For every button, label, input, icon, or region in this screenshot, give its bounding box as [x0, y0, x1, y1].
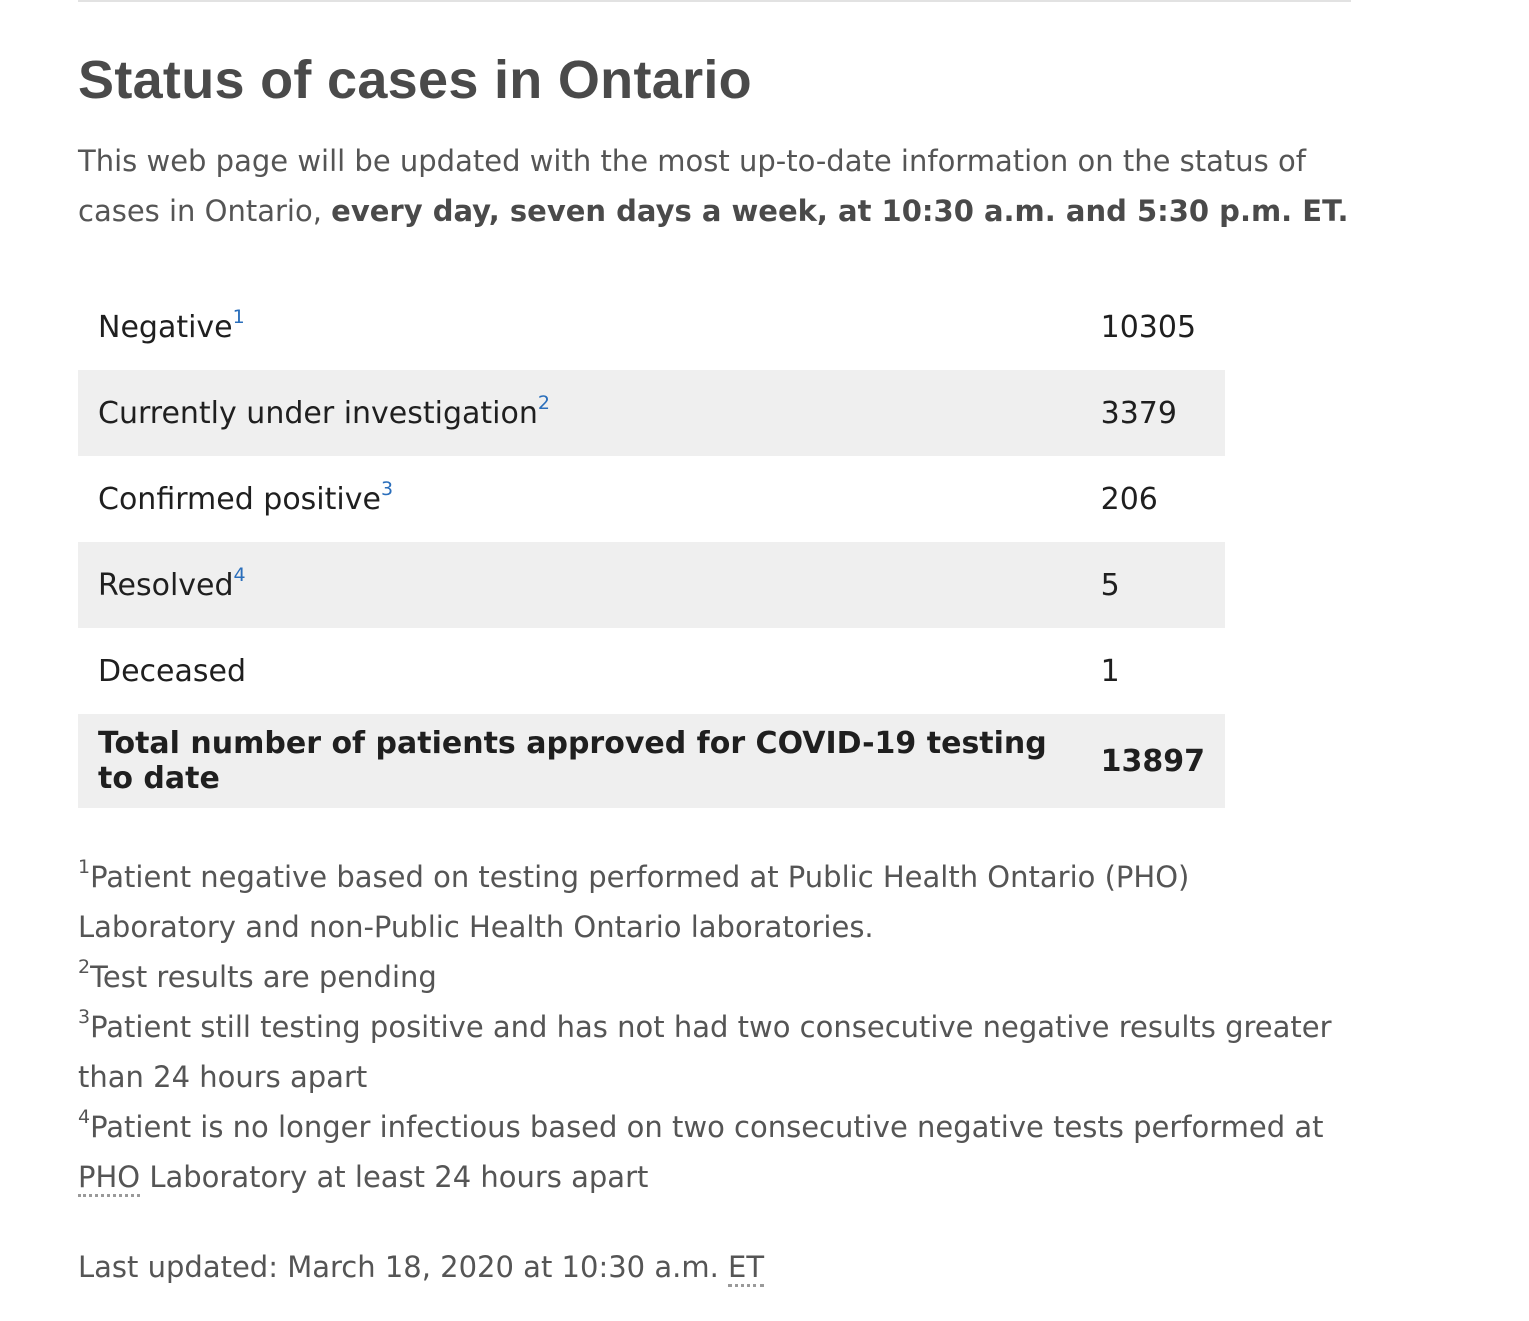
- intro-paragraph: [78, 136, 1353, 236]
- table-row: [78, 284, 1225, 370]
- total-label: Total number of patients approved for COVID-19 testing to date: [78, 714, 1081, 808]
- footnote-4: [78, 1102, 1353, 1202]
- intro-emphasis: every day, seven days a week, at 10:30 a.m. and 5:30 p.m. ET.: [331, 194, 1349, 228]
- table-row: [78, 456, 1225, 542]
- row-value: 3379: [1081, 370, 1225, 456]
- row-label: [78, 456, 1081, 542]
- footnote-1: [78, 852, 1353, 952]
- intro-text: This web page will be updated with the most up-to-date information on the status of cases in Ontario,: [78, 144, 1306, 228]
- row-label: [78, 542, 1081, 628]
- footnote-link-2[interactable]: 2: [537, 391, 550, 414]
- status-table: [78, 284, 1225, 808]
- total-value: 13897: [1081, 714, 1225, 808]
- row-label: [78, 284, 1081, 370]
- footnote-link-3[interactable]: 3: [380, 477, 394, 500]
- row-value: 206: [1100, 481, 1158, 517]
- label-resolved: Resolved: [98, 567, 234, 603]
- table-row: [78, 370, 1225, 456]
- footnote-link-4[interactable]: 4: [233, 563, 246, 586]
- footnotes-section: [78, 852, 1353, 1202]
- footnote-marker: 1: [78, 856, 91, 878]
- label-confirmed-positive: Confirmed positive: [98, 481, 381, 517]
- table-row: [78, 542, 1225, 628]
- footnote-text: Patient negative based on testing performed at Public Health Ontario (PHO) Laboratory and non-Public Health Ontario laboratories.: [78, 860, 1190, 944]
- page-title: Status of cases in Ontario: [78, 50, 752, 110]
- row-label: [78, 628, 1081, 714]
- footnote-3: [78, 1002, 1353, 1102]
- label-deceased: Deceased: [98, 653, 247, 689]
- page-content: [78, 0, 1353, 1321]
- row-value: 5: [1081, 542, 1225, 628]
- footnote-2: [78, 952, 1353, 1002]
- footnote-marker: 4: [78, 1106, 91, 1128]
- last-updated-text: Last updated: March 18, 2020 at 10:30 a.m.: [78, 1250, 729, 1284]
- top-divider: [78, 0, 1351, 2]
- row-value: 10305: [1100, 309, 1197, 345]
- table-total-row: [78, 714, 1225, 808]
- last-updated: [78, 1242, 1353, 1292]
- row-value: 1: [1100, 653, 1120, 689]
- et-abbreviation[interactable]: ET: [728, 1250, 764, 1287]
- footnote-text: Test results are pending: [90, 960, 437, 994]
- footnote-text-end: Laboratory at least 24 hours apart: [140, 1160, 649, 1194]
- footnote-marker: 3: [78, 1006, 91, 1028]
- table-row: [78, 628, 1225, 714]
- row-label: [78, 370, 1081, 456]
- footnote-link-1[interactable]: 1: [232, 305, 245, 328]
- label-under-investigation: Currently under investigation: [98, 395, 538, 431]
- pho-abbreviation[interactable]: PHO: [78, 1160, 140, 1197]
- label-negative: Negative: [98, 309, 233, 345]
- footnote-text: Patient is no longer infectious based on two consecutive negative tests performed at: [90, 1110, 1324, 1144]
- footnote-marker: 2: [78, 956, 91, 978]
- footnote-text: Patient still testing positive and has not had two consecutive negative results greater than 24 hours apart: [78, 1010, 1332, 1094]
